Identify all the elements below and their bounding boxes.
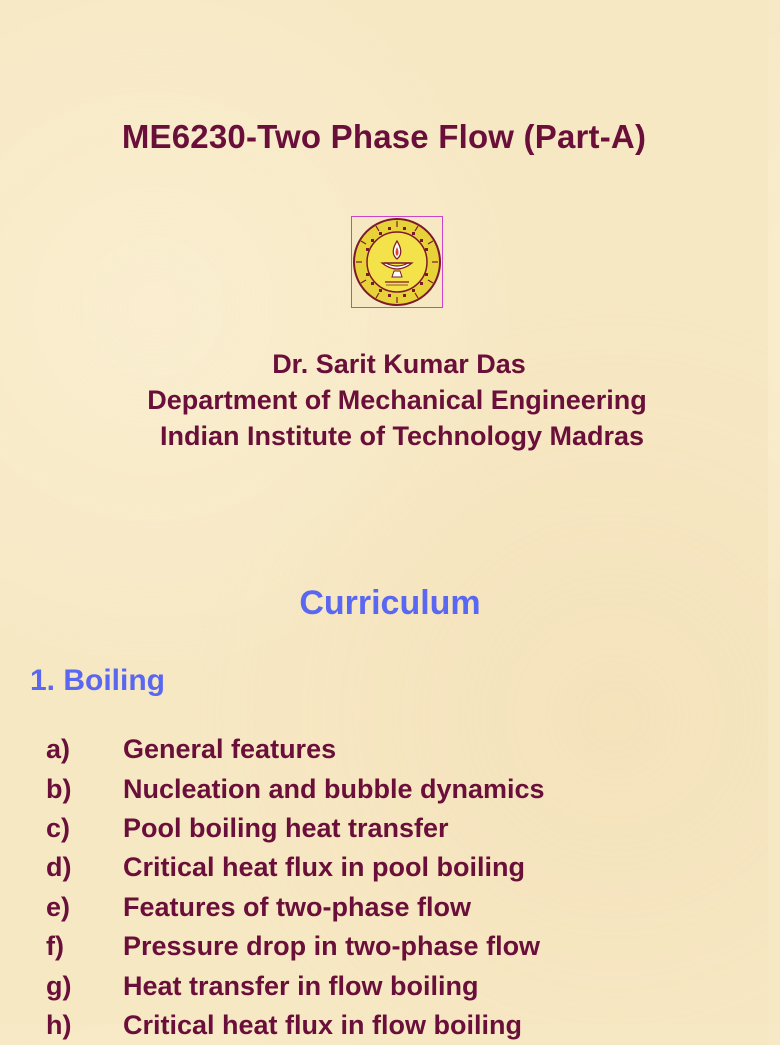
list-item-marker: h) <box>46 1009 72 1040</box>
list-item-marker: c) <box>46 812 71 843</box>
list-item-marker: g) <box>46 970 72 1001</box>
list-item-text: Pressure drop in two-phase flow <box>123 931 541 962</box>
list-item-text: Critical heat flux in pool boiling <box>123 852 526 883</box>
department-name: Department of Mechanical Engineering <box>147 385 647 415</box>
list-item-text: Nucleation and bubble dynamics <box>123 773 545 804</box>
author-name: Dr. Sarit Kumar Das <box>272 349 526 379</box>
list-item <box>46 730 545 769</box>
list-item-marker: b) <box>46 773 72 804</box>
author-info <box>0 346 768 454</box>
list-item <box>46 769 545 808</box>
list-item-text: Features of two-phase flow <box>123 891 472 922</box>
topic-heading: 1. Boiling <box>30 664 165 697</box>
list-item <box>46 1006 545 1045</box>
list-item-marker: f) <box>46 931 64 962</box>
list-item-text: General features <box>123 734 337 765</box>
list-item <box>46 848 545 887</box>
curriculum-list <box>46 730 545 1045</box>
list-item-text: Pool boiling heat transfer <box>123 812 449 843</box>
list-item-marker: e) <box>46 891 71 922</box>
institute-logo <box>351 216 443 308</box>
list-item <box>46 809 545 848</box>
curriculum-heading: Curriculum <box>299 584 481 622</box>
list-item-marker: a) <box>46 734 71 765</box>
list-item <box>46 966 545 1005</box>
list-item-text: Critical heat flux in flow boiling <box>123 1009 523 1040</box>
iit-madras-emblem-icon <box>352 217 442 307</box>
list-item-text: Heat transfer in flow boiling <box>123 970 479 1001</box>
list-item-marker: d) <box>46 852 72 883</box>
list-item <box>46 888 545 927</box>
institute-name: Indian Institute of Technology Madras <box>159 421 645 451</box>
list-item <box>46 927 545 966</box>
slide-title: ME6230-Two Phase Flow (Part-A) <box>121 118 647 155</box>
